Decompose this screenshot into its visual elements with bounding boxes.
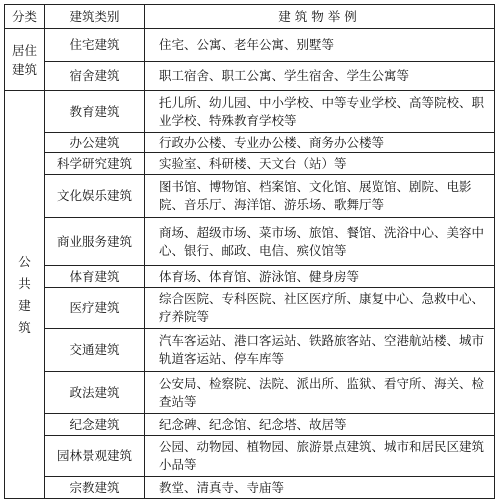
row-examples: 商场、超级市场、菜市场、旅馆、餐馆、洗浴中心、美容中心、银行、邮政、电信、殡仪馆等 [145, 218, 495, 266]
row-examples: 实验室、科研楼、天文台（站）等 [145, 153, 495, 175]
table-row [5, 218, 495, 266]
table-row [5, 175, 495, 218]
table-row [5, 477, 495, 499]
row-examples: 公园、动物园、植物园、旅游景点建筑、城市和居民区建筑小品等 [145, 436, 495, 477]
row-examples: 综合医院、专科医院、社区医疗所、康复中心、急救中心、疗养院等 [145, 288, 495, 329]
header-type: 建筑类别 [45, 5, 145, 29]
table-row [5, 91, 495, 133]
row-examples: 图书馆、博物馆、档案馆、文化馆、展览馆、剧院、电影院、音乐厅、海洋馆、游乐场、歌舞厅等 [145, 175, 495, 218]
table-row [5, 414, 495, 436]
row-type: 宿舍建筑 [45, 62, 145, 91]
row-examples: 汽车客运站、港口客运站、铁路旅客站、空港航站楼、城市轨道客运站、停车库等 [145, 329, 495, 372]
row-examples: 行政办公楼、专业办公楼、商务办公楼等 [145, 133, 495, 153]
row-examples: 住宅、公寓、老年公寓、别墅等 [145, 29, 495, 62]
row-examples: 公安局、检察院、法院、派出所、监狱、看守所、海关、检查站等 [145, 372, 495, 414]
row-type: 文化娱乐建筑 [45, 175, 145, 218]
header-examples: 建筑物举例 [145, 5, 495, 29]
row-type: 纪念建筑 [45, 414, 145, 436]
table-row [5, 266, 495, 288]
row-examples: 教堂、清真寺、寺庙等 [145, 477, 495, 499]
row-type: 园林景观建筑 [45, 436, 145, 477]
row-type: 办公建筑 [45, 133, 145, 153]
row-examples: 体育场、体育馆、游泳馆、健身房等 [145, 266, 495, 288]
table-row [5, 133, 495, 153]
row-type: 住宅建筑 [45, 29, 145, 62]
group-residential-label: 居住建筑 [11, 42, 37, 77]
table-row [5, 372, 495, 414]
table-row [5, 29, 495, 62]
table-row [5, 62, 495, 91]
table-row [5, 153, 495, 175]
row-examples: 职工宿舍、职工公寓、学生宿舍、学生公寓等 [145, 62, 495, 91]
header-category: 分类 [5, 5, 45, 29]
row-type: 体育建筑 [45, 266, 145, 288]
group-public-cell [5, 91, 45, 499]
row-type: 教育建筑 [45, 91, 145, 133]
header-row [5, 5, 495, 29]
group-public-label: 公共建筑 [18, 253, 31, 335]
row-type: 宗教建筑 [45, 477, 145, 499]
row-examples: 托儿所、幼儿园、中小学校、中等专业学校、高等院校、职业学校、特殊教育学校等 [145, 91, 495, 133]
table-row [5, 329, 495, 372]
row-type: 商业服务建筑 [45, 218, 145, 266]
building-classification-table [4, 4, 495, 499]
row-type: 科学研究建筑 [45, 153, 145, 175]
table-row [5, 288, 495, 329]
row-type: 政法建筑 [45, 372, 145, 414]
row-type: 医疗建筑 [45, 288, 145, 329]
group-residential-cell [5, 29, 45, 91]
table-row [5, 436, 495, 477]
row-examples: 纪念碑、纪念馆、纪念塔、故居等 [145, 414, 495, 436]
row-type: 交通建筑 [45, 329, 145, 372]
